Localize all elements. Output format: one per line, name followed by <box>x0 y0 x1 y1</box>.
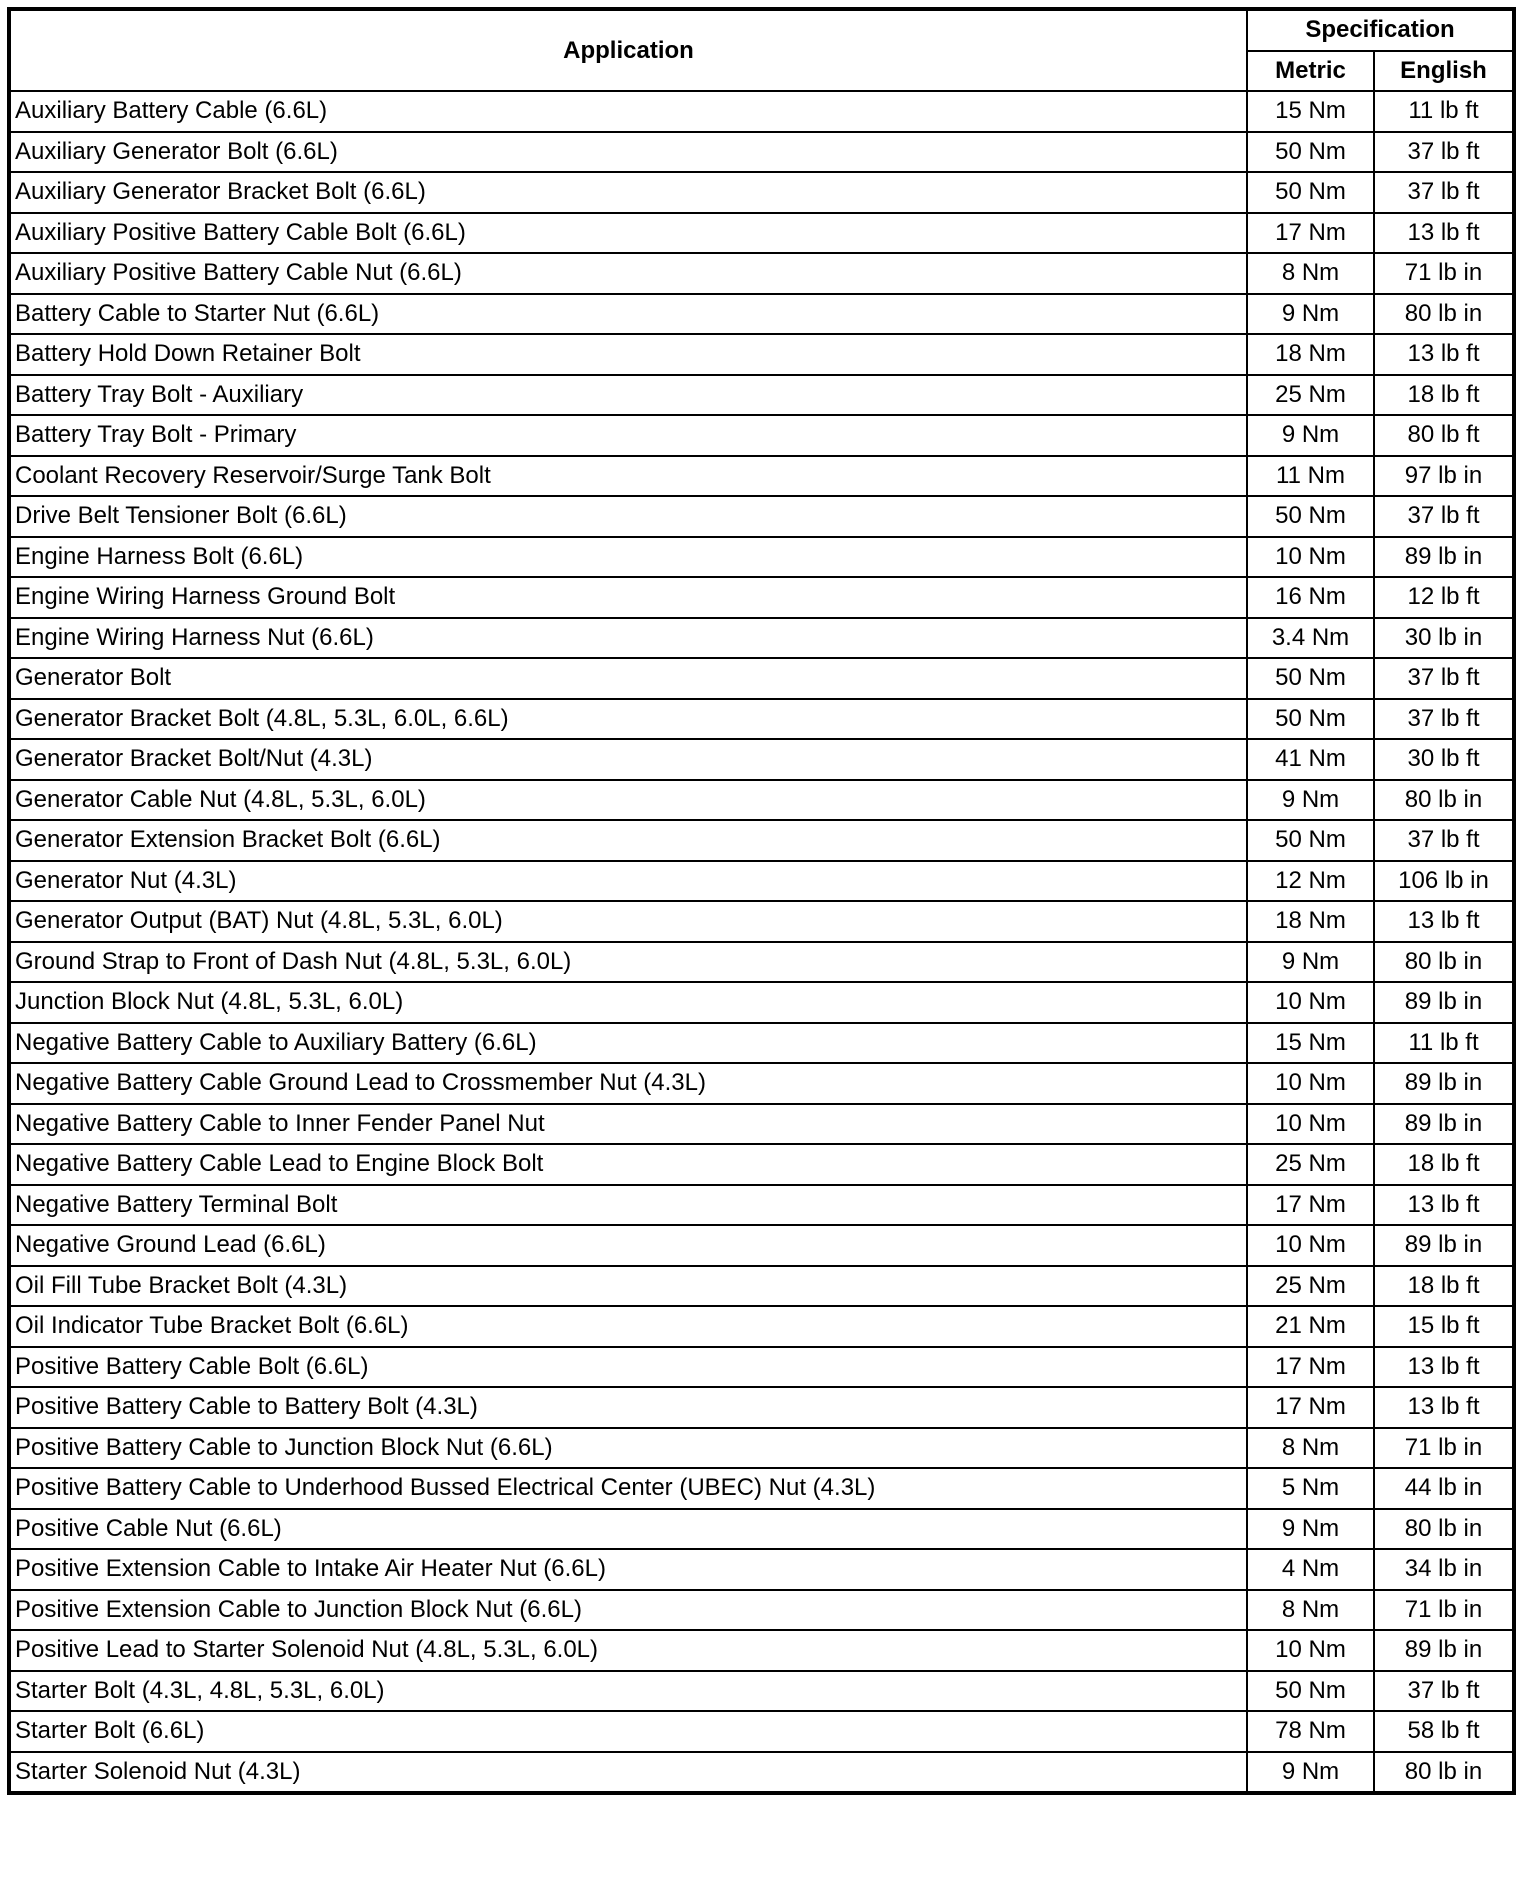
english-cell: 12 lb ft <box>1374 577 1514 618</box>
table-row <box>9 496 1514 537</box>
table-row <box>9 253 1514 294</box>
metric-cell: 18 Nm <box>1247 901 1374 942</box>
english-cell: 71 lb in <box>1374 1590 1514 1631</box>
table-row <box>9 91 1514 132</box>
english-cell: 89 lb in <box>1374 537 1514 578</box>
application-cell: Auxiliary Positive Battery Cable Nut (6.6L) <box>9 253 1247 294</box>
english-cell: 30 lb in <box>1374 618 1514 659</box>
english-cell: 37 lb ft <box>1374 132 1514 173</box>
metric-cell: 10 Nm <box>1247 982 1374 1023</box>
application-cell: Battery Tray Bolt - Primary <box>9 415 1247 456</box>
metric-cell: 78 Nm <box>1247 1711 1374 1752</box>
table-row <box>9 780 1514 821</box>
table-row <box>9 1063 1514 1104</box>
table-row <box>9 1347 1514 1388</box>
application-cell: Battery Hold Down Retainer Bolt <box>9 334 1247 375</box>
application-cell: Positive Battery Cable to Underhood Bussed Electrical Center (UBEC) Nut (4.3L) <box>9 1468 1247 1509</box>
metric-cell: 16 Nm <box>1247 577 1374 618</box>
metric-cell: 8 Nm <box>1247 1590 1374 1631</box>
application-cell: Positive Extension Cable to Intake Air Heater Nut (6.6L) <box>9 1549 1247 1590</box>
english-cell: 71 lb in <box>1374 253 1514 294</box>
metric-cell: 10 Nm <box>1247 1225 1374 1266</box>
application-cell: Oil Indicator Tube Bracket Bolt (6.6L) <box>9 1306 1247 1347</box>
english-cell: 97 lb in <box>1374 456 1514 497</box>
english-cell: 37 lb ft <box>1374 1671 1514 1712</box>
application-cell: Junction Block Nut (4.8L, 5.3L, 6.0L) <box>9 982 1247 1023</box>
table-row <box>9 1752 1514 1794</box>
metric-cell: 3.4 Nm <box>1247 618 1374 659</box>
metric-header: Metric <box>1247 51 1374 92</box>
english-cell: 80 lb ft <box>1374 415 1514 456</box>
application-cell: Battery Cable to Starter Nut (6.6L) <box>9 294 1247 335</box>
table-row <box>9 1387 1514 1428</box>
application-cell: Generator Bracket Bolt/Nut (4.3L) <box>9 739 1247 780</box>
table-row <box>9 1104 1514 1145</box>
english-cell: 11 lb ft <box>1374 1023 1514 1064</box>
table-row <box>9 1630 1514 1671</box>
english-cell: 89 lb in <box>1374 1225 1514 1266</box>
table-row <box>9 1306 1514 1347</box>
metric-cell: 50 Nm <box>1247 699 1374 740</box>
application-cell: Positive Lead to Starter Solenoid Nut (4.8L, 5.3L, 6.0L) <box>9 1630 1247 1671</box>
application-cell: Negative Ground Lead (6.6L) <box>9 1225 1247 1266</box>
table-row <box>9 213 1514 254</box>
english-cell: 13 lb ft <box>1374 901 1514 942</box>
application-cell: Drive Belt Tensioner Bolt (6.6L) <box>9 496 1247 537</box>
table-row <box>9 1468 1514 1509</box>
application-cell: Positive Cable Nut (6.6L) <box>9 1509 1247 1550</box>
table-header <box>9 9 1514 91</box>
metric-cell: 25 Nm <box>1247 1144 1374 1185</box>
application-cell: Generator Bolt <box>9 658 1247 699</box>
table-row <box>9 820 1514 861</box>
table-row <box>9 1023 1514 1064</box>
english-cell: 58 lb ft <box>1374 1711 1514 1752</box>
application-cell: Negative Battery Terminal Bolt <box>9 1185 1247 1226</box>
metric-cell: 9 Nm <box>1247 1752 1374 1794</box>
english-cell: 37 lb ft <box>1374 172 1514 213</box>
table-row <box>9 1671 1514 1712</box>
table-row <box>9 618 1514 659</box>
english-cell: 80 lb in <box>1374 294 1514 335</box>
table-row <box>9 1185 1514 1226</box>
metric-cell: 25 Nm <box>1247 1266 1374 1307</box>
table-row <box>9 739 1514 780</box>
english-cell: 89 lb in <box>1374 1063 1514 1104</box>
english-cell: 37 lb ft <box>1374 658 1514 699</box>
application-cell: Generator Bracket Bolt (4.8L, 5.3L, 6.0L, 6.6L) <box>9 699 1247 740</box>
application-cell: Positive Battery Cable Bolt (6.6L) <box>9 1347 1247 1388</box>
metric-cell: 50 Nm <box>1247 658 1374 699</box>
metric-cell: 21 Nm <box>1247 1306 1374 1347</box>
metric-cell: 9 Nm <box>1247 415 1374 456</box>
table-row <box>9 294 1514 335</box>
metric-cell: 8 Nm <box>1247 253 1374 294</box>
english-cell: 89 lb in <box>1374 982 1514 1023</box>
application-cell: Negative Battery Cable to Auxiliary Battery (6.6L) <box>9 1023 1247 1064</box>
metric-cell: 18 Nm <box>1247 334 1374 375</box>
english-cell: 37 lb ft <box>1374 496 1514 537</box>
application-cell: Starter Solenoid Nut (4.3L) <box>9 1752 1247 1794</box>
application-cell: Positive Battery Cable to Junction Block Nut (6.6L) <box>9 1428 1247 1469</box>
table-row <box>9 1225 1514 1266</box>
application-cell: Engine Wiring Harness Nut (6.6L) <box>9 618 1247 659</box>
application-cell: Auxiliary Generator Bolt (6.6L) <box>9 132 1247 173</box>
metric-cell: 9 Nm <box>1247 294 1374 335</box>
english-cell: 13 lb ft <box>1374 1185 1514 1226</box>
application-cell: Engine Harness Bolt (6.6L) <box>9 537 1247 578</box>
english-cell: 80 lb in <box>1374 1752 1514 1794</box>
table-row <box>9 132 1514 173</box>
application-cell: Oil Fill Tube Bracket Bolt (4.3L) <box>9 1266 1247 1307</box>
table-row <box>9 1711 1514 1752</box>
english-cell: 89 lb in <box>1374 1630 1514 1671</box>
application-cell: Ground Strap to Front of Dash Nut (4.8L, 5.3L, 6.0L) <box>9 942 1247 983</box>
metric-cell: 50 Nm <box>1247 172 1374 213</box>
table-row <box>9 172 1514 213</box>
english-cell: 37 lb ft <box>1374 820 1514 861</box>
english-cell: 34 lb in <box>1374 1549 1514 1590</box>
metric-cell: 25 Nm <box>1247 375 1374 416</box>
table-row <box>9 982 1514 1023</box>
application-cell: Negative Battery Cable to Inner Fender Panel Nut <box>9 1104 1247 1145</box>
metric-cell: 15 Nm <box>1247 91 1374 132</box>
table-row <box>9 901 1514 942</box>
metric-cell: 10 Nm <box>1247 537 1374 578</box>
metric-cell: 8 Nm <box>1247 1428 1374 1469</box>
english-cell: 13 lb ft <box>1374 1347 1514 1388</box>
table-row <box>9 334 1514 375</box>
application-cell: Generator Output (BAT) Nut (4.8L, 5.3L, 6.0L) <box>9 901 1247 942</box>
metric-cell: 50 Nm <box>1247 496 1374 537</box>
table-row <box>9 861 1514 902</box>
metric-cell: 50 Nm <box>1247 1671 1374 1712</box>
application-cell: Battery Tray Bolt - Auxiliary <box>9 375 1247 416</box>
application-cell: Coolant Recovery Reservoir/Surge Tank Bolt <box>9 456 1247 497</box>
application-cell: Negative Battery Cable Lead to Engine Block Bolt <box>9 1144 1247 1185</box>
metric-cell: 9 Nm <box>1247 1509 1374 1550</box>
table-row <box>9 1428 1514 1469</box>
metric-cell: 12 Nm <box>1247 861 1374 902</box>
table-row <box>9 456 1514 497</box>
metric-cell: 17 Nm <box>1247 213 1374 254</box>
table-row <box>9 658 1514 699</box>
table-row <box>9 375 1514 416</box>
application-cell: Generator Extension Bracket Bolt (6.6L) <box>9 820 1247 861</box>
application-cell: Positive Extension Cable to Junction Block Nut (6.6L) <box>9 1590 1247 1631</box>
metric-cell: 9 Nm <box>1247 942 1374 983</box>
metric-cell: 17 Nm <box>1247 1347 1374 1388</box>
metric-cell: 15 Nm <box>1247 1023 1374 1064</box>
metric-cell: 17 Nm <box>1247 1185 1374 1226</box>
metric-cell: 11 Nm <box>1247 456 1374 497</box>
application-cell: Engine Wiring Harness Ground Bolt <box>9 577 1247 618</box>
torque-spec-table <box>7 7 1516 1795</box>
application-cell: Starter Bolt (6.6L) <box>9 1711 1247 1752</box>
metric-cell: 17 Nm <box>1247 1387 1374 1428</box>
application-cell: Negative Battery Cable Ground Lead to Crossmember Nut (4.3L) <box>9 1063 1247 1104</box>
table-row <box>9 1144 1514 1185</box>
english-cell: 30 lb ft <box>1374 739 1514 780</box>
table-row <box>9 577 1514 618</box>
application-cell: Auxiliary Generator Bracket Bolt (6.6L) <box>9 172 1247 213</box>
application-cell: Generator Cable Nut (4.8L, 5.3L, 6.0L) <box>9 780 1247 821</box>
table-row <box>9 415 1514 456</box>
metric-cell: 10 Nm <box>1247 1630 1374 1671</box>
metric-cell: 41 Nm <box>1247 739 1374 780</box>
metric-cell: 50 Nm <box>1247 132 1374 173</box>
table-row <box>9 1590 1514 1631</box>
english-cell: 13 lb ft <box>1374 213 1514 254</box>
english-header: English <box>1374 51 1514 92</box>
table-row <box>9 1509 1514 1550</box>
english-cell: 44 lb in <box>1374 1468 1514 1509</box>
application-cell: Generator Nut (4.3L) <box>9 861 1247 902</box>
application-cell: Auxiliary Positive Battery Cable Bolt (6.6L) <box>9 213 1247 254</box>
metric-cell: 9 Nm <box>1247 780 1374 821</box>
table-row <box>9 1549 1514 1590</box>
english-cell: 11 lb ft <box>1374 91 1514 132</box>
table-body <box>9 91 1514 1793</box>
english-cell: 18 lb ft <box>1374 1144 1514 1185</box>
english-cell: 89 lb in <box>1374 1104 1514 1145</box>
english-cell: 37 lb ft <box>1374 699 1514 740</box>
english-cell: 80 lb in <box>1374 1509 1514 1550</box>
english-cell: 106 lb in <box>1374 861 1514 902</box>
metric-cell: 50 Nm <box>1247 820 1374 861</box>
metric-cell: 10 Nm <box>1247 1104 1374 1145</box>
application-cell: Starter Bolt (4.3L, 4.8L, 5.3L, 6.0L) <box>9 1671 1247 1712</box>
english-cell: 13 lb ft <box>1374 334 1514 375</box>
application-cell: Auxiliary Battery Cable (6.6L) <box>9 91 1247 132</box>
english-cell: 18 lb ft <box>1374 375 1514 416</box>
english-cell: 15 lb ft <box>1374 1306 1514 1347</box>
table-row <box>9 537 1514 578</box>
english-cell: 80 lb in <box>1374 780 1514 821</box>
specification-header: Specification <box>1247 9 1514 51</box>
metric-cell: 4 Nm <box>1247 1549 1374 1590</box>
english-cell: 80 lb in <box>1374 942 1514 983</box>
metric-cell: 10 Nm <box>1247 1063 1374 1104</box>
application-header: Application <box>9 9 1247 91</box>
table-row <box>9 699 1514 740</box>
application-cell: Positive Battery Cable to Battery Bolt (4.3L) <box>9 1387 1247 1428</box>
metric-cell: 5 Nm <box>1247 1468 1374 1509</box>
table-row <box>9 1266 1514 1307</box>
english-cell: 13 lb ft <box>1374 1387 1514 1428</box>
english-cell: 18 lb ft <box>1374 1266 1514 1307</box>
english-cell: 71 lb in <box>1374 1428 1514 1469</box>
table-row <box>9 942 1514 983</box>
